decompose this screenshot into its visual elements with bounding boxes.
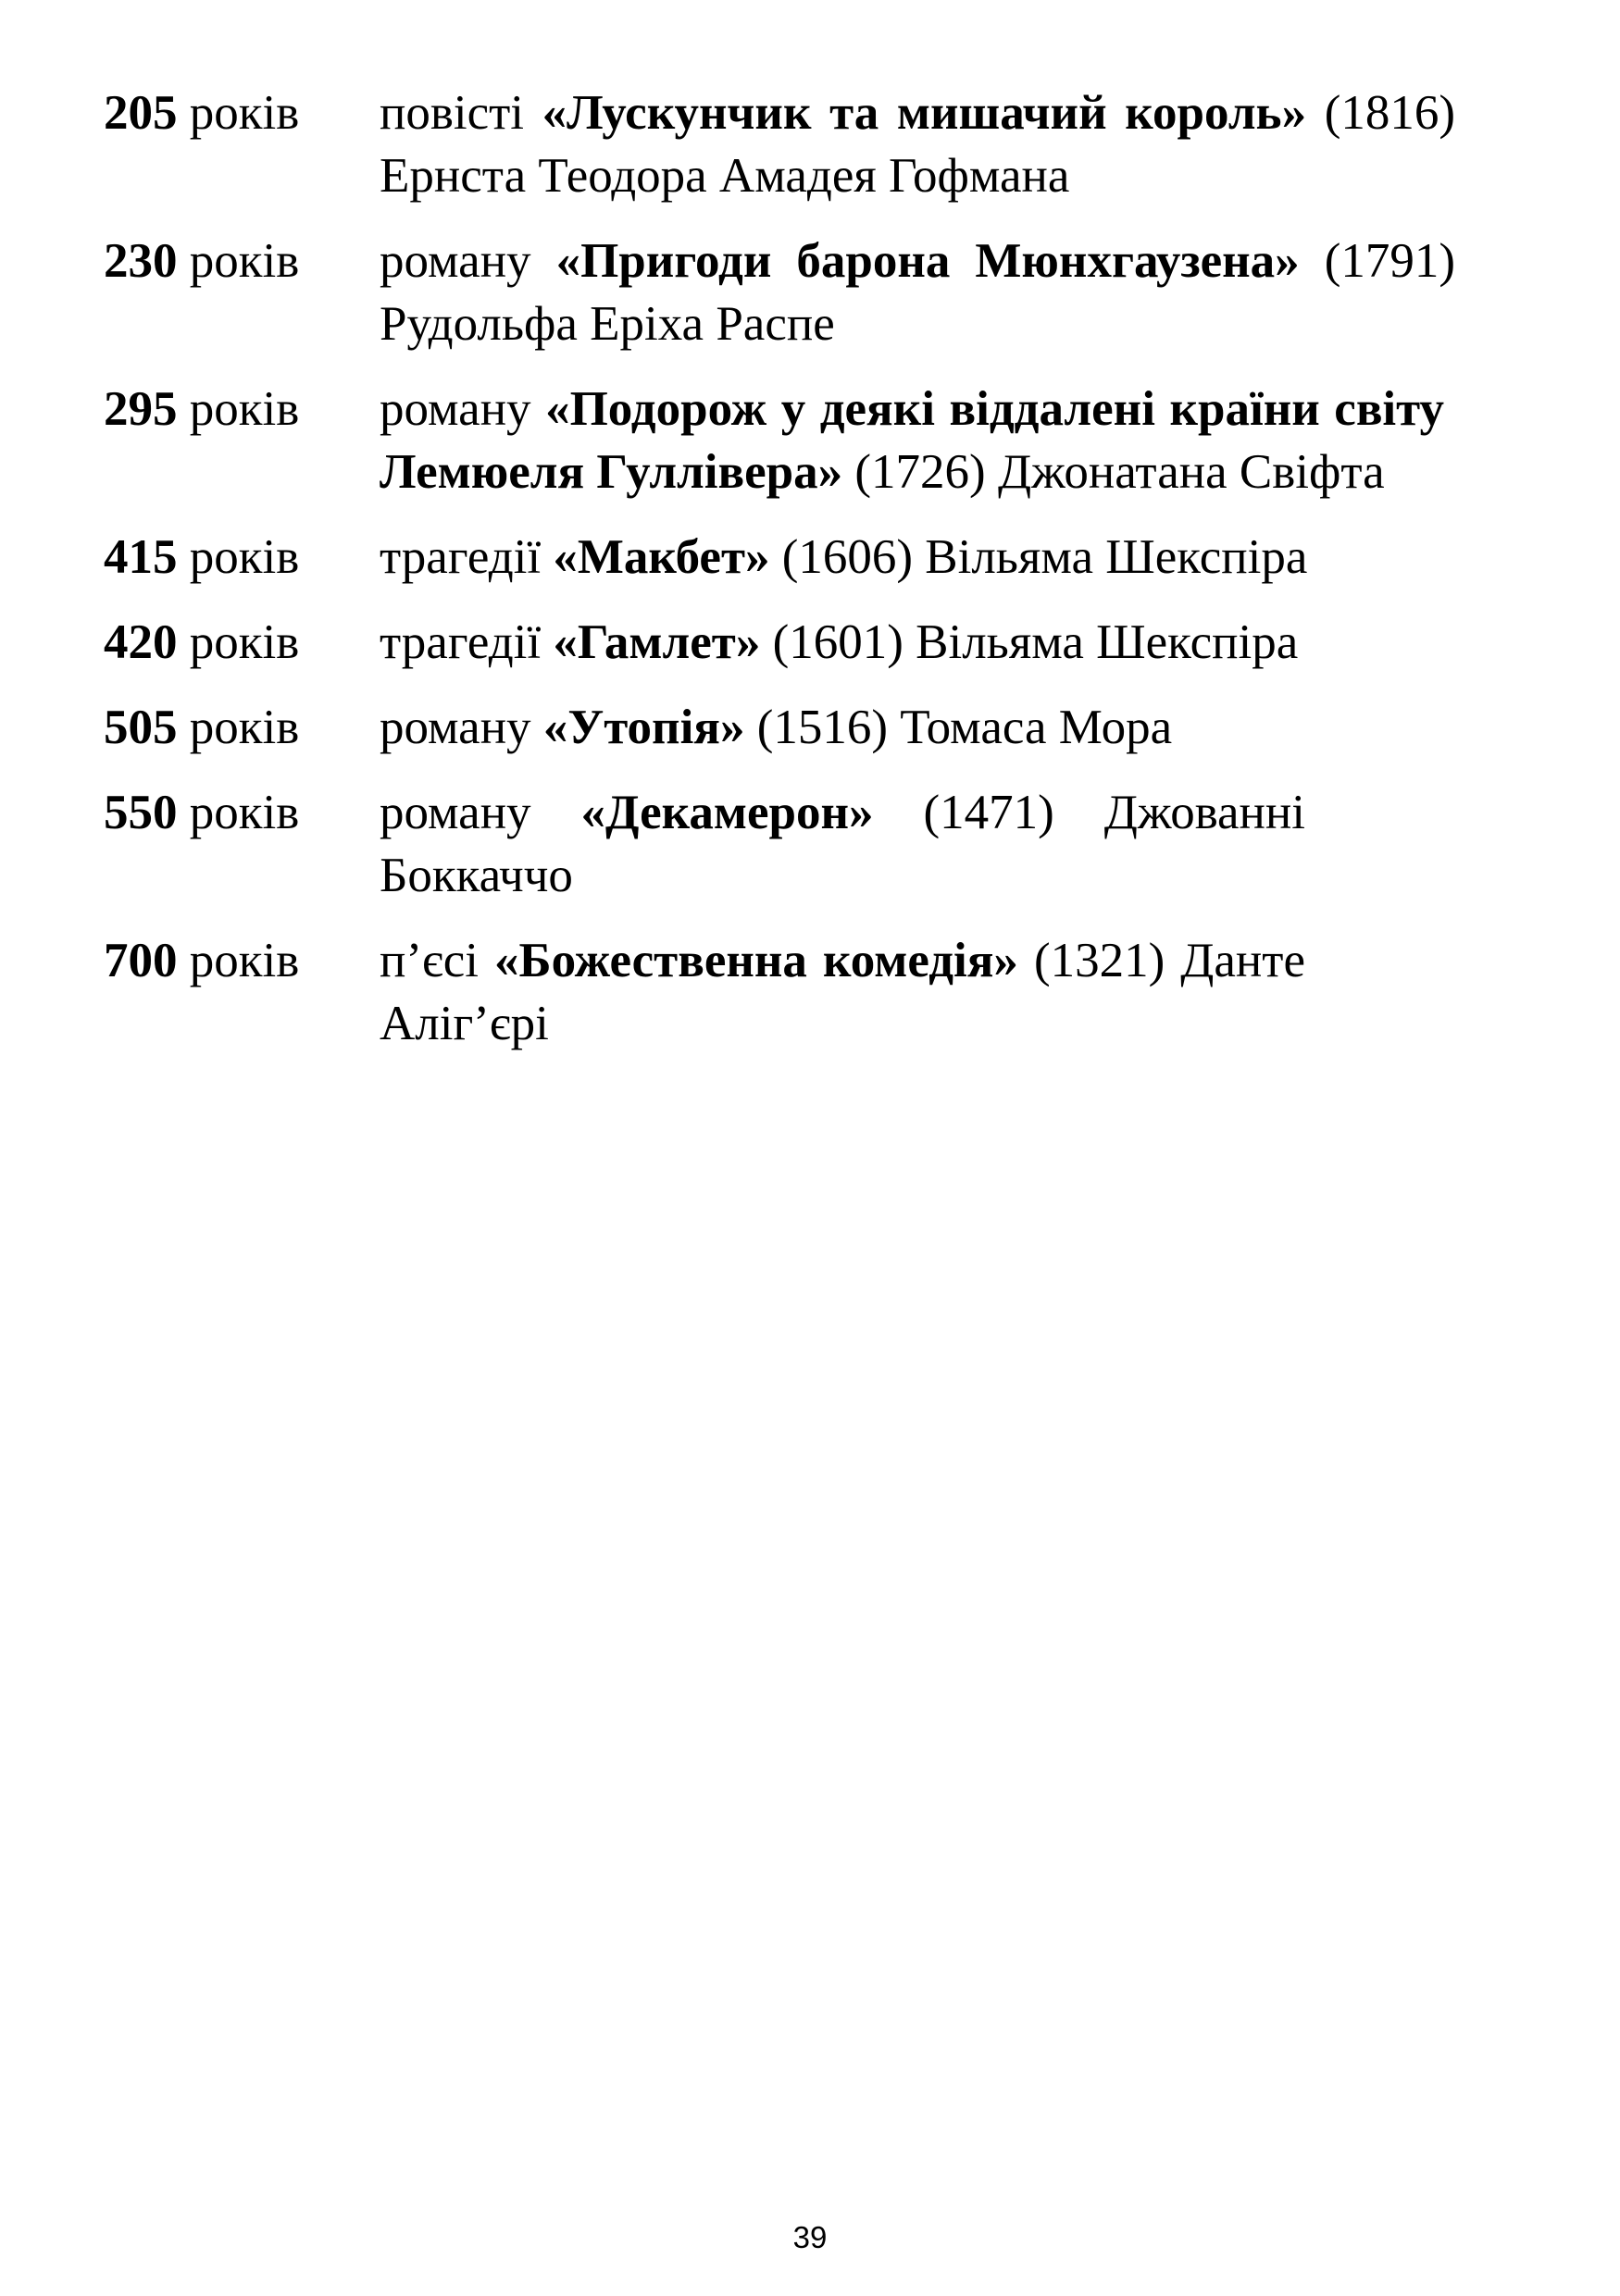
anniversary-entry (104, 781, 1455, 907)
anniversary-entry (104, 378, 1455, 503)
work-description (380, 696, 1455, 759)
work-title: «Пригоди барона Мюнхгаузена» (555, 234, 1300, 288)
work-title: «Божественна комедія» (494, 934, 1018, 987)
years-label (104, 929, 380, 992)
years-unit: років (189, 234, 300, 288)
work-genre: трагедії (380, 615, 554, 669)
years-unit: років (189, 615, 300, 669)
work-genre: повісті (380, 86, 542, 140)
work-genre: трагедії (380, 530, 554, 584)
years-label (104, 696, 380, 759)
work-title: «Подорож у деякі віддалені країни світу Лемюеля Гуллівера» (380, 382, 1444, 499)
work-details: (1601) Вільяма Шекспіра (760, 615, 1299, 669)
work-title: «Гамлет» (553, 615, 761, 669)
work-details: (1791) Рудольфа Еріха Распе (380, 234, 1455, 351)
years-number: 295 (104, 382, 178, 436)
years-unit: років (189, 701, 300, 754)
work-genre: п’єсі (380, 934, 495, 987)
work-description (380, 230, 1455, 355)
work-details: (1606) Вільяма Шекспіра (769, 530, 1308, 584)
work-details: (1321) Данте Аліг’єрі (380, 934, 1305, 1050)
work-genre: роману (380, 234, 556, 288)
years-label (104, 611, 380, 674)
anniversary-entry (104, 929, 1455, 1055)
anniversary-entry (104, 696, 1455, 759)
years-label (104, 526, 380, 589)
page-number: 39 (792, 2220, 828, 2254)
anniversary-entry (104, 81, 1455, 207)
years-number: 505 (104, 701, 178, 754)
work-description (380, 526, 1455, 589)
years-number: 230 (104, 234, 178, 288)
work-details: (1816) Ернста Теодора Амадея Гофмана (380, 86, 1455, 203)
work-genre: роману (380, 786, 581, 839)
work-description (380, 378, 1444, 503)
work-title: «Декамерон» (580, 786, 874, 839)
years-number: 415 (104, 530, 178, 584)
years-unit: років (189, 530, 300, 584)
work-description (380, 611, 1455, 674)
work-genre: роману (380, 382, 546, 436)
years-unit: років (189, 786, 300, 839)
years-unit: років (189, 86, 300, 140)
anniversary-entry (104, 611, 1455, 674)
years-number: 700 (104, 934, 178, 987)
work-details: (1471) Джованні Боккаччо (380, 786, 1305, 902)
years-label (104, 781, 380, 844)
years-number: 205 (104, 86, 178, 140)
work-description (380, 781, 1305, 907)
years-label (104, 230, 380, 292)
years-label (104, 378, 380, 441)
work-title: «Макбет» (553, 530, 770, 584)
work-genre: роману (380, 701, 543, 754)
work-title: «Лускунчик та мишачий король» (542, 86, 1307, 140)
years-label (104, 81, 380, 144)
anniversary-list (104, 81, 1455, 1077)
work-description (380, 929, 1305, 1055)
years-unit: років (189, 934, 300, 987)
years-number: 420 (104, 615, 178, 669)
years-unit: років (189, 382, 300, 436)
work-description (380, 81, 1455, 207)
anniversary-entry (104, 230, 1455, 355)
anniversary-entry (104, 526, 1455, 589)
years-number: 550 (104, 786, 178, 839)
work-details: (1516) Томаса Мора (744, 701, 1173, 754)
work-title: «Утопія» (542, 701, 745, 754)
work-details: (1726) Джонатана Свіфта (842, 445, 1385, 499)
